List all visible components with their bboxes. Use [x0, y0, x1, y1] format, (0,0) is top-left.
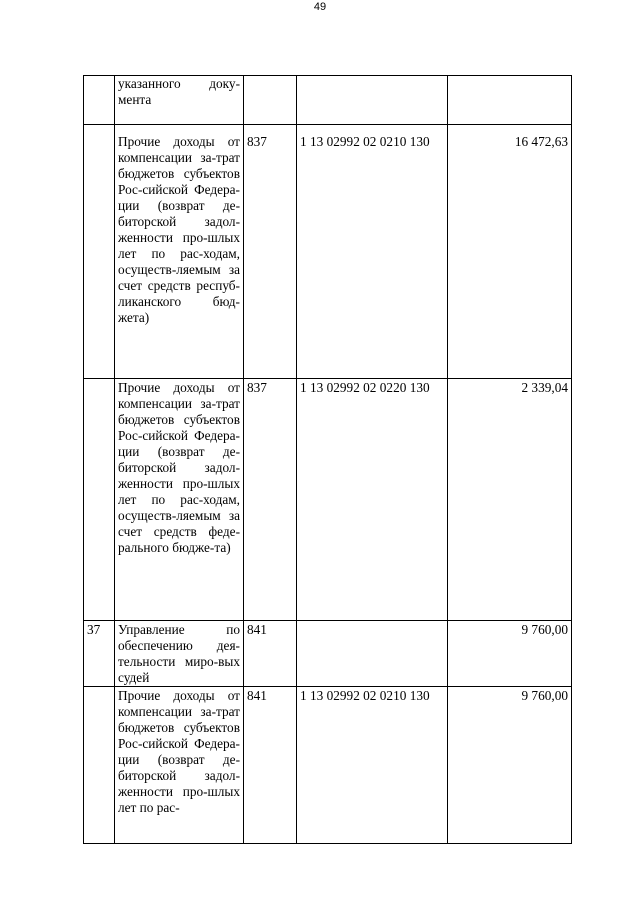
row-budget-code-cell: 1 13 02992 02 0210 130	[297, 125, 448, 379]
row-admin-code-cell	[244, 76, 297, 125]
table-row	[84, 687, 572, 844]
table-row	[84, 621, 572, 687]
row-amount-cell	[448, 76, 572, 125]
row-amount-cell: 16 472,63	[448, 125, 572, 379]
row-number-cell	[84, 76, 115, 125]
page-number: 49	[313, 1, 327, 13]
row-number-cell	[84, 125, 115, 379]
row-budget-code-cell: 1 13 02992 02 0220 130	[297, 379, 448, 621]
row-amount-cell: 2 339,04	[448, 379, 572, 621]
table-row	[84, 379, 572, 621]
row-admin-code-cell: 837	[244, 379, 297, 621]
row-admin-code-cell: 837	[244, 125, 297, 379]
row-number-cell	[84, 379, 115, 621]
row-name-cell: Управление по обеспечению дея-тельности миро-вых судей	[115, 621, 244, 687]
table-row	[84, 125, 572, 379]
row-name-cell: указанного доку-мента	[115, 76, 244, 125]
row-name-cell: Прочие доходы от компенсации за-трат бюджетов субъектов Рос-сийской Федера-ции (возврат де-биторской задол-женности про-шлых лет по рас-ходам, осуществ-ляемым за счет средств респуб-ликанского бюд-жета)	[115, 125, 244, 379]
row-budget-code-cell	[297, 76, 448, 125]
row-number-cell	[84, 687, 115, 844]
row-admin-code-cell: 841	[244, 687, 297, 844]
row-number-cell: 37	[84, 621, 115, 687]
row-name-cell: Прочие доходы от компенсации за-трат бюджетов субъектов Рос-сийской Федера-ции (возврат де-биторской задол-женности про-шлых лет по рас-ходам, осуществ-ляемым за счет средств феде-рального бюдже-та)	[115, 379, 244, 621]
row-amount-cell: 9 760,00	[448, 621, 572, 687]
table-row	[84, 76, 572, 125]
row-budget-code-cell	[297, 621, 448, 687]
row-admin-code-cell: 841	[244, 621, 297, 687]
row-name-cell: Прочие доходы от компенсации за-трат бюджетов субъектов Рос-сийской Федера-ции (возврат де-биторской задол-женности про-шлых лет по рас-	[115, 687, 244, 844]
revenue-table	[83, 75, 572, 844]
row-budget-code-cell: 1 13 02992 02 0210 130	[297, 687, 448, 844]
row-amount-cell: 9 760,00	[448, 687, 572, 844]
